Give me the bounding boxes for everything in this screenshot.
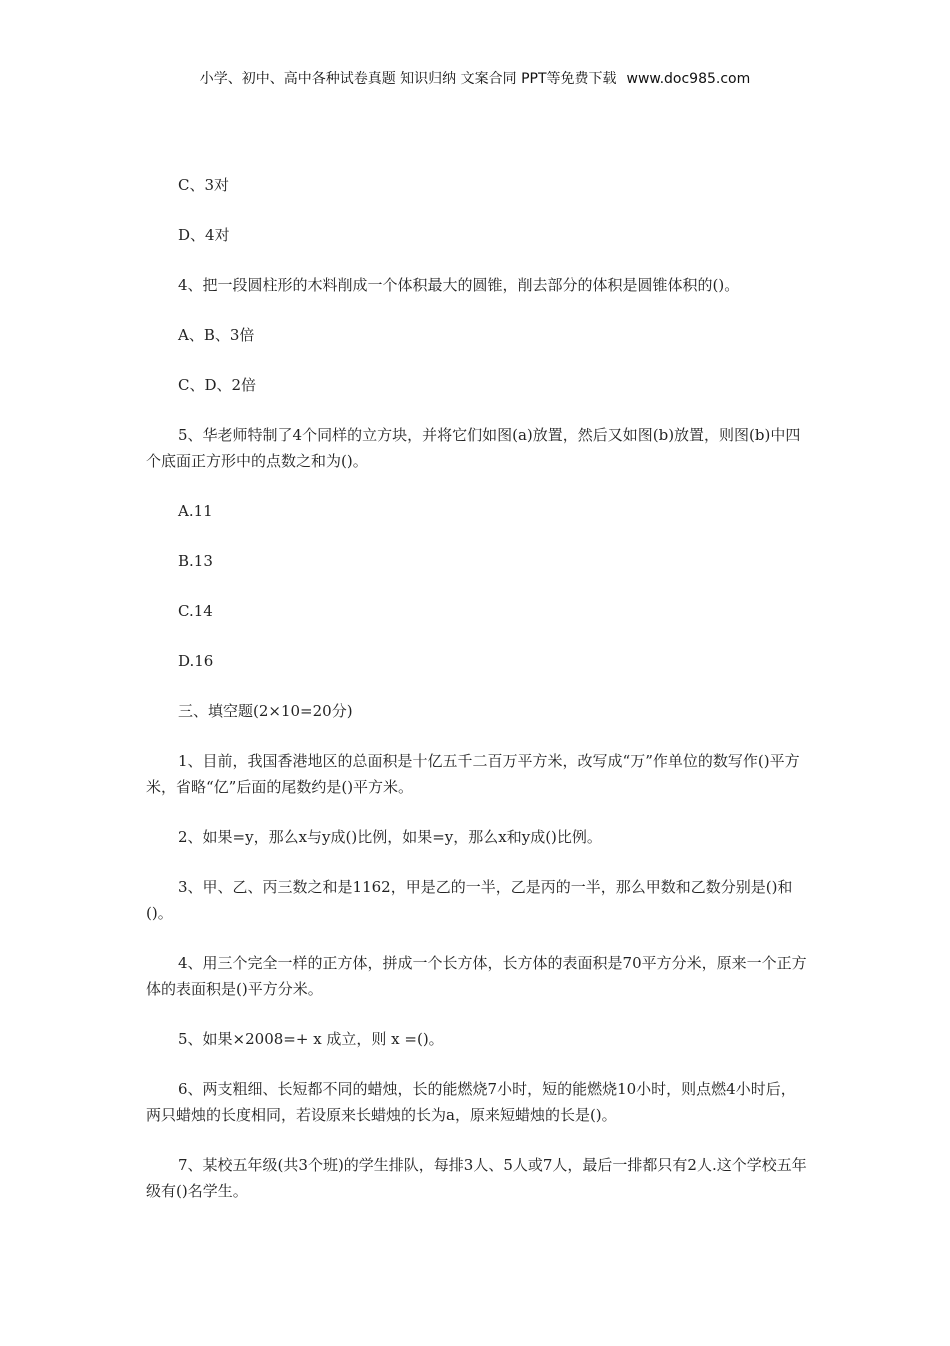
option-d-16: D.16 <box>178 652 214 670</box>
option-b-13: B.13 <box>178 552 213 570</box>
option-d-4pairs: D、4对 <box>178 226 230 244</box>
question-4-cylinder-cone: 4、把一段圆柱形的木料削成一个体积最大的圆锥，削去部分的体积是圆锥体积的()。 <box>178 276 740 294</box>
fill-question-1: 1、目前，我国香港地区的总面积是十亿五千二百万平方米，改写成“万”作单位的数写作()平方米，省略“亿”后面的尾数约是()平方米。 <box>146 752 800 796</box>
option-ab-3times: A、B、3倍 <box>178 326 255 344</box>
option-a-11: A.11 <box>178 502 213 520</box>
option-c-14: C.14 <box>178 602 213 620</box>
option-c-3pairs: C、3对 <box>178 176 230 194</box>
section-heading-fill-blank: 三、填空题(2×10=20分) <box>178 702 353 720</box>
fill-question-5: 5、如果×2008=+ x 成立，则 x =()。 <box>178 1030 444 1048</box>
fill-question-2: 2、如果=y，那么x与y成()比例，如果=y，那么x和y成()比例。 <box>178 828 602 846</box>
fill-question-4: 4、用三个完全一样的正方体，拼成一个长方体，长方体的表面积是70平方分米，原来一个正方体的表面积是()平方分米。 <box>146 954 807 998</box>
fill-question-3: 3、甲、乙、丙三数之和是1162，甲是乙的一半，乙是丙的一半，那么甲数和乙数分别是()和()。 <box>146 878 793 922</box>
document-content <box>146 172 810 1228</box>
header-site-link[interactable]: www.doc985.com <box>626 71 751 87</box>
header-text: 小学、初中、高中各种试卷真题 知识归纳 文案合同 PPT等免费下载 <box>199 71 617 87</box>
page-header <box>0 68 950 88</box>
option-cd-2times: C、D、2倍 <box>178 376 257 394</box>
fill-question-7: 7、某校五年级(共3个班)的学生排队，每排3人、5人或7人，最后一排都只有2人.这个学校五年级有()名学生。 <box>146 1156 807 1200</box>
question-5-cubes: 5、华老师特制了4个同样的立方块，并将它们如图(a)放置，然后又如图(b)放置，则图(b)中四个底面正方形中的点数之和为()。 <box>146 426 801 470</box>
fill-question-6: 6、两支粗细、长短都不同的蜡烛，长的能燃烧7小时，短的能燃烧10小时，则点燃4小时后，两只蜡烛的长度相同，若设原来长蜡烛的长为a，原来短蜡烛的长是()。 <box>146 1080 796 1124</box>
